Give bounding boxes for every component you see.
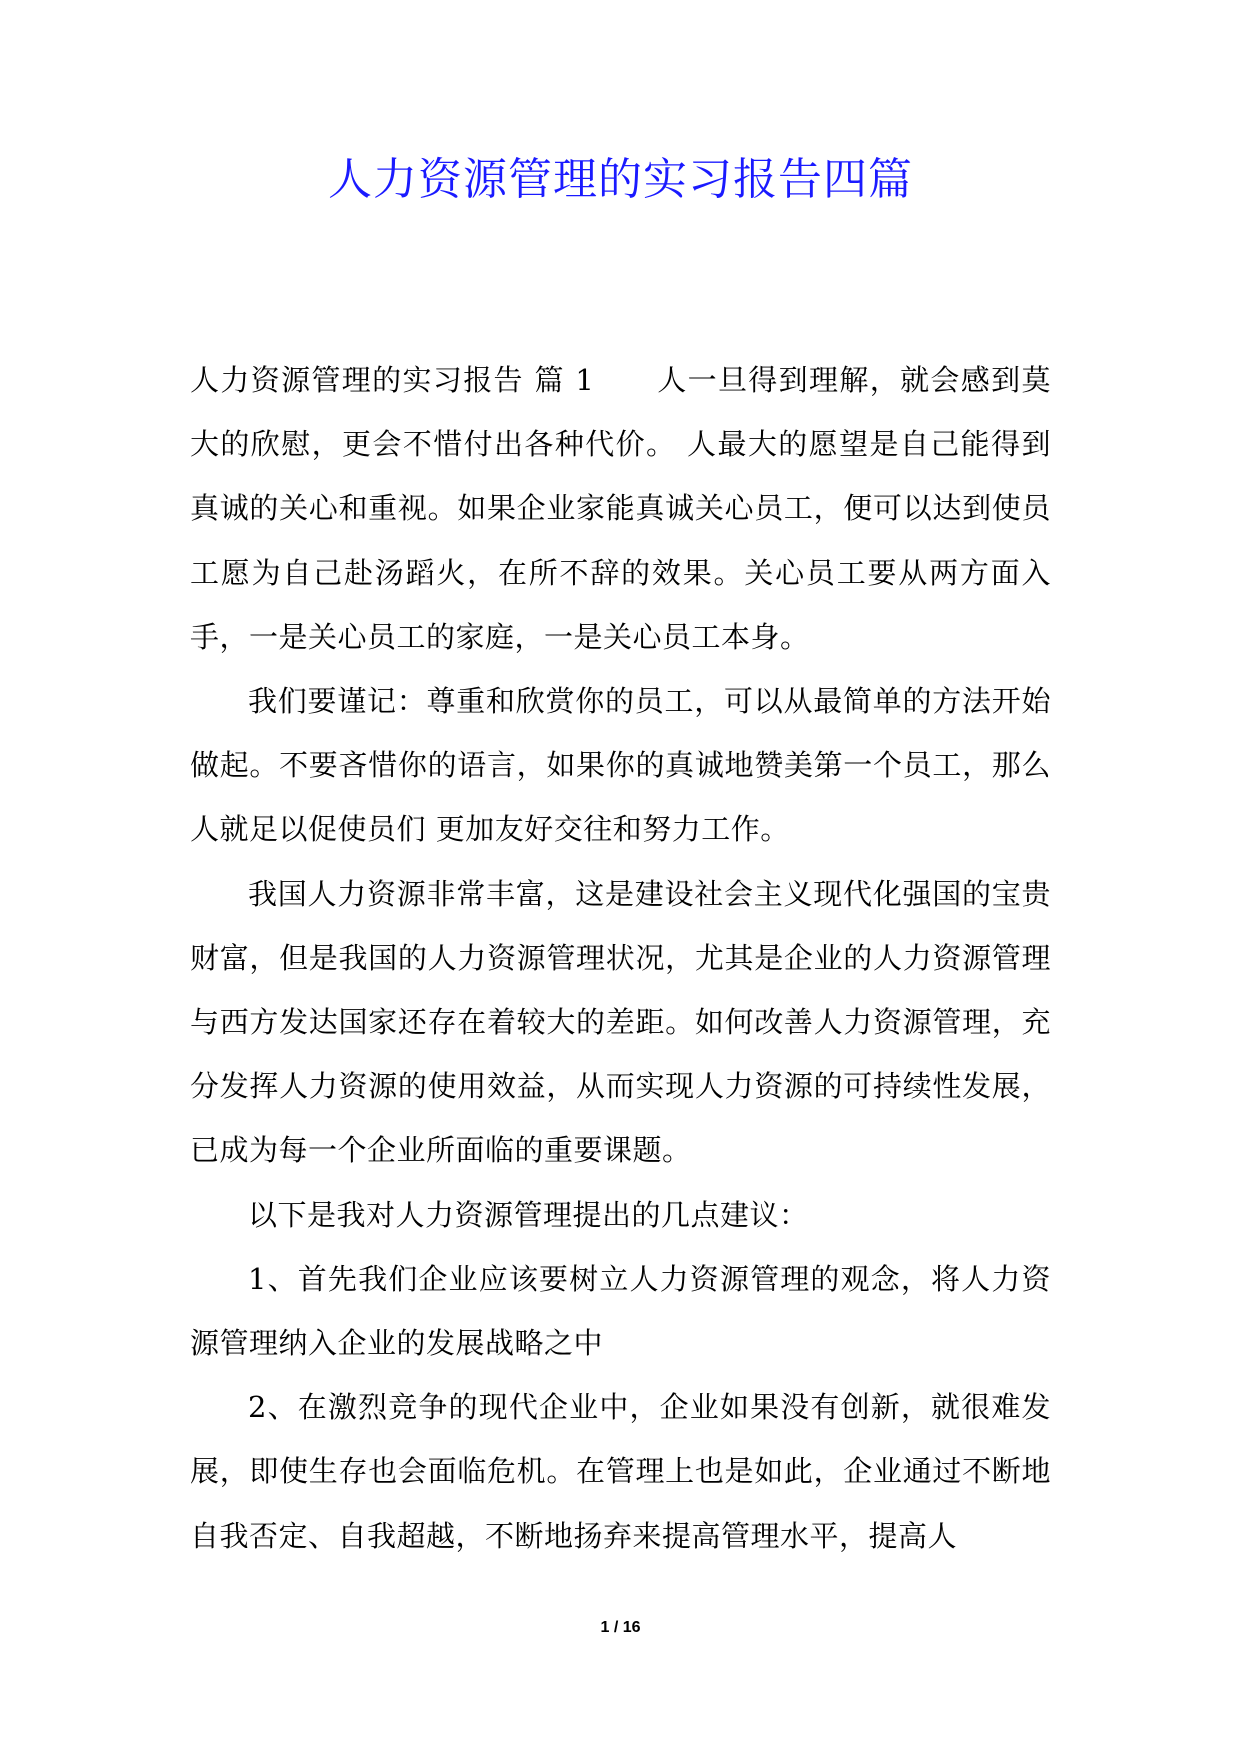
report-heading: 人力资源管理的实习报告 篇 1 [190, 363, 595, 397]
body-paragraph-1 [190, 348, 1051, 669]
body-paragraph-2: 我们要谨记：尊重和欣赏你的员工，可以从最简单的方法开始做起。不要吝惜你的语言，如果你的真诚地赞美第一个员工，那么人就足以促使员们 更加友好交往和努力工作。 [190, 684, 1051, 847]
body-paragraph-6: 2、在激烈竞争的现代企业中，企业如果没有创新，就很难发展，即使生存也会面临危机。在管理上也是如此，企业通过不断地自我否定、自我超越，不断地扬弃来提高管理水平，提高人 [190, 1390, 1051, 1553]
body-paragraph-3: 我国人力资源非常丰富，这是建设社会主义现代化强国的宝贵财富，但是我国的人力资源管理状况，尤其是企业的人力资源管理与西方发达国家还存在着较大的差距。如何改善人力资源管理，充分发挥人力资源的使用效益，从而实现人力资源的可持续性发展，已成为每一个企业所面临的重要课题。 [190, 876, 1051, 1168]
first-paragraph-text: 人一旦得到理解，就会感到莫大的欣慰，更会不惜付出各种代价。 人最大的愿望是自己能得到真诚的关心和重视。如果企业家能真诚关心员工，便可以达到使员工愿为自己赴汤蹈火，在所不辞的效果。关心员工要从两方面入手，一是关心员工的家庭，一是关心员工本身。 [190, 363, 1051, 654]
document-body [190, 348, 1051, 1568]
document-title: 人力资源管理的实习报告四篇 [328, 154, 913, 205]
page-number: 1 / 16 [600, 1619, 641, 1636]
body-paragraph-5: 1、首先我们企业应该要树立人力资源管理的观念，将人力资源管理纳入企业的发展战略之中 [190, 1261, 1051, 1361]
body-paragraph-4: 以下是我对人力资源管理提出的几点建议： [248, 1197, 809, 1232]
